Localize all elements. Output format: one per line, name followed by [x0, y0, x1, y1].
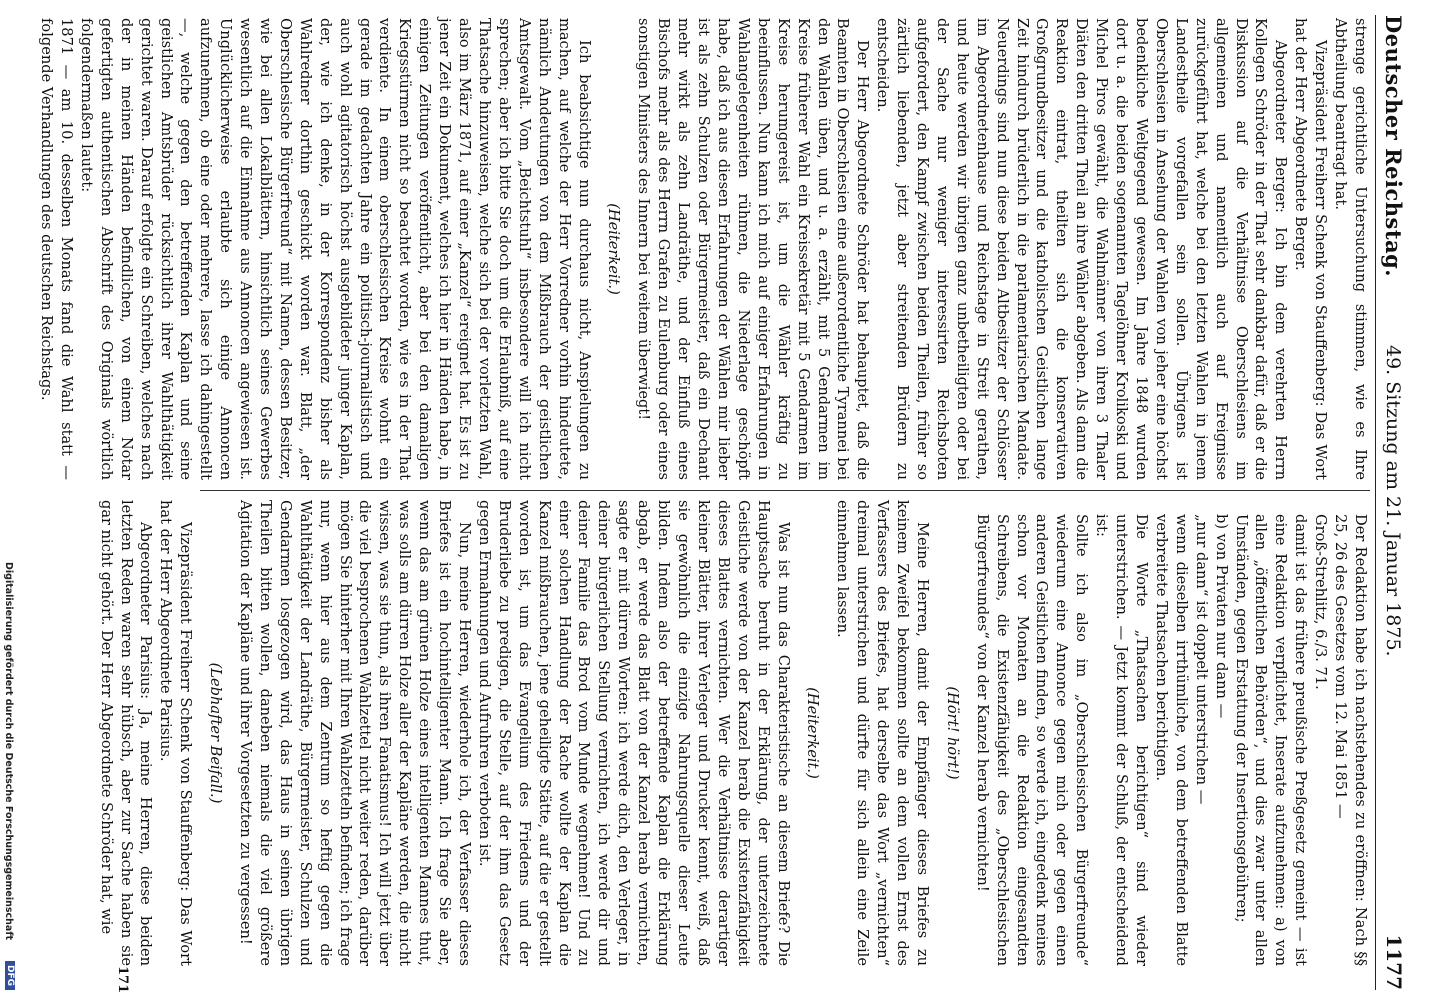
right-column-paragraph: Der Redaktion habe ich nachstehendes zu eröffnen: Nach §§ 25, 26 des Gesetzes vom 12. Mai 1851 —	[1332, 514, 1369, 966]
sheet-signature: 171	[115, 966, 130, 994]
dfg-logo: DFG	[5, 961, 15, 990]
right-column-paragraph: Abgeordneter Parisius: Ja, meine Herren, diese beiden letzten Reden waren sehr hübsch, aber zur Sache haben sie gar nicht gehört. Der Herr Abgeordnete Schröder hat, wie	[97, 500, 155, 966]
page-number: 1177	[1382, 934, 1406, 990]
left-column-paragraph: Vizepräsident Freiherr Schenk von Stauffenberg: Das Wort hat der Herr Abgeordnete Berger.	[1292, 18, 1330, 480]
right-column-paragraph: Nun, meine Herren, wiederhole ich, der Verfasser dieses Briefes ist ein hochintelligenter Mann. Ich frage Sie aber, wenn das am grünen Holze eines intelligenten Mannes thut, was solls am dürren Holze aller der Kapläne werden, die nicht wissen, was sie thun, als ihren Fanatismus! Ich will jetzt über die viel besprochenen Wahlzettel nicht weiter reden, darüber mögen Sie hinterher mit Ihren Wahlzetteln befinden; ich frage nur, wenn hier aus dem Zentrum so heftig gegen die Wahlthätigkeit der Landräthe, Bürgermeister, Schulzen und Gendarmen losgezogen wird, das Haus in seinen übrigen Theilen bitten wollen, daneben niemals die viel größere Agitation der Kapläne und ihrer Vorgesetzten zu vergessen!	[237, 500, 474, 966]
right-column-paragraph: Meine Herren, damit der Empfänger dieses Briefes zu keinem Zweifel bekommen sollte an dem vollen Ernst des Verfassers des Briefes, hat derselbe das Wort „vernichten“ dreimal unterstrichen und dürfte für sich allein eine Zeile einnehmen lassen.	[834, 500, 931, 966]
right-column-paragraph: (Hört! hört!)	[943, 686, 961, 780]
page-header	[1375, 15, 1410, 990]
right-column-paragraph: Sollte ich also im „Oberschlesischen Bürgerfreunde“ wiederum eine Annonce gegen mich oder gegen einen anderen Geistlichen finden, so werde ich, eingedenk meines schon vor Monaten an die Redaktion eingesandten Schreibens, die Existenzfähigkeit des „Oberschlesischen Bürgerfreundes“ von der Kanzel herab vernichten!	[973, 514, 1091, 966]
page-header-session: 49. Sitzung am 21. Januar 1875.	[1382, 345, 1404, 657]
left-column-paragraph: (Heiterkeit.)	[605, 203, 623, 295]
column-divider	[200, 490, 1370, 491]
left-text-column	[36, 18, 1370, 480]
right-column-paragraph: damit ist das frühere preußische Preßgesetz gemeint — ist eine Redaktion verpflichtet, Inserate aufzunehmen: a) von allen „öffentlichen Behörden“, und dies zwar unter allen Umständen, gegen Erstattung der Insertionsgebühren;	[1232, 514, 1310, 966]
digitization-credit: Digitalisierung gefördert durch die Deutsche Forschungsgemeinschaft	[3, 562, 14, 940]
left-column-paragraph: 1871 — am 10. desselben Monats fand die Wahl statt — folgende Verhandlungen des deutschen Reichstags.	[38, 18, 75, 480]
page-header-title: Deutscher Reichstag.	[1381, 15, 1406, 278]
right-column-paragraph: (Lebhafter Beifall.)	[207, 662, 225, 804]
right-column-paragraph: Die Worte „Thatsachen berichtigen“ sind wieder unterstrichen. — Jetzt kommt der Schluß, der entscheidend ist:	[1093, 514, 1151, 966]
right-column-paragraph: Groß-Strehlitz, 6./3. 71.	[1312, 514, 1330, 690]
left-column-paragraph: Ich beabsichtige nun durchaus nicht, Anspielungen zu machen, auf welche der Herr Vorredner vorhin hindeutete, nämlich Andeutungen von dem Mißbrauch der geistlichen Amtsgewalt. Vom „Beichtstuhl“ insbesondere will ich nicht sprechen; aber ich bitte Sie doch um die Erlaubniß, auf eine Thatsache hinzuweisen, welche sich bei der vorletzten Wahl, also im März 1871, auf einer „Kanzel“ ereignet hat. Es ist zu jener Zeit ein Dokument, welches ich hier in Händen habe, in einigen Zeitungen veröffentlicht, aber bei den damaligen Kriegsstürmen nicht so beachtet worden, wie es in der That verdiente. In einem oberschlesischen Kreise wohnt ein gerade im gedachten Jahre ein politisch-journalistisch und auch wohl agitatorisch höchst ausgebildeter junger Kaplan, der, wie ich denke, in der Korrespondenz bisher als Wahlredner dorthin geschickt worden war. Blatt, „der Oberschlesische Bürgerfreund“ mit Namen, dessen Besitzer, wie bei allen Lokalblättern, hinsichtlich seines Gewerbes wesentlich auf die Einnahme aus Annoncen angewiesen ist. Unglücklicherweise erlaubte sich einige Annoncen aufzunehmen, ob eine oder mehrere, lasse ich dahingestellt —, welche gegen den betreffenden Kaplan und seine geistlichen Amtsbrüder rücksichtlich ihrer Wahlthätigkeit gerichtet waren. Darauf erfolgte ein Schreiben, welches nach der in meinen Händen befindlichen, von einem Notar gefertigten authentischen Abschrift des Originals wörtlich folgendermaßen lautet:	[77, 18, 593, 480]
left-column-paragraph: Der Herr Abgeordnete Schröder hat behauptet, daß die Beamten in Oberschlesien eine außerordentliche Tyrannei bei den Wahlen üben, und u. a. erzählt, mit 5 Gendarmen im Kreise früherer Wahl ein Kreissekretär mit 5 Gendarmen im Kreise herumgereist ist, um die Wähler kräftig zu beeinflussen. Nun kann ich mich auf einiger Erfahrungen in Wahlangelegenheiten rühmen, die Niederlage geschöpft habe, daß ich aus diesen Erfahrungen der Wählen mir lieber ist als zehn Schulzen oder Bürgermeister, daß ein Dechant mehr wirkt als zehn Landräthe, und der Einfluß eines Bischofs mehr als des Herrn Grafen zu Eulenburg oder eines sonstigen Ministers des Innern bei weitem überwiegt!	[635, 18, 872, 480]
right-column-paragraph: Was ist nun das Charakteristische an diesem Briefe? Die Hauptsache beruht in der Erklärung, der unterzeichnete Geistliche werde von der Kanzel herab die Existenzfähigkeit dieses Blattes vernichten. Wer die Verhältnisse derartiger kleiner Blätter, ihrer Verleger und Drucker kennt, weiß, daß sie gewöhnlich die einzige Nahrungsquelle dieser Leute bilden. Indem also der betreffende Kaplan die Erklärung abgab, er werde das Blatt von der Kanzel herab vernichten, sagte er mit dürren Worten: ich werde dich, den Verleger, in deiner bürgerlichen Stellung vernichten, ich werde dir und deiner Familie das Brod vom Munde wegnehmen! Und zu einer solchen Handlung der Rache wollte der Kaplan die Kanzel mißbrauchen, jene geheiligte Stätte, auf die er gestellt worden ist, um das Evangelium des Friedens und der Bruderliebe zu predigen, die Stelle, auf der ihm das Gesetz gegen Ermahnungen und Aufruhren verboten ist.	[475, 500, 792, 966]
right-text-column	[96, 500, 1370, 966]
right-column-paragraph: wenn dieselben irrthümliche, von dem betreffenden Blatte verbreitete Thatsachen berichtigen.	[1152, 514, 1190, 966]
right-column-paragraph: Vizepräsident Freiherr Schenk von Stauffenberg: Das Wort hat der Herr Abgeordnete Parisius.	[157, 500, 195, 966]
left-column-paragraph: Abgeordneter Berger: Ich bin dem verehrten Herrn Kollegen Schröder in der That sehr dankbar dafür, daß er die Diskussion auf die Verhältnisse Oberschlesiens im allgemeinen und namentlich auch auf Ereignisse zurückgeführt hat, welche bei den letzten Wahlen in jenem Landestheile vorgefallen sein sollen. Übrigens ist Oberschlesien in Ansehung der Wahlen von jeher eine höchst bedenkliche Weltgegend gewesen. Im Jahre 1848 wurden dort u. a. die beiden sogenannten Tagelöhner Krolikoski und Michel Piros gewählt, die Wahlmänner von ihren 3 Thaler Diäten den dritten Theil an ihre Wähler abgeben. Als dann die Reaktion eintrat, theilten sich die konservativen Großgrundbesitzer und die katholischen Geistlichen lange Zeit hindurch brüderlich in die parlamentarischen Mandate. Neuerdings sind nun diese beiden Altbesitzer der Schlösser im Abgeordnetenhause und Reichstage in Streit gerathen, und heute werden wir übrigen ganz unbetheiligten oder bei der Sache nur weniger interessirten Reichsboten aufgefordert, den Kampf zwischen beiden Theilen, früher so zärtlich liebenden, jetzt aber streitenden Brüdern zu entscheiden.	[874, 18, 1290, 480]
left-column-paragraph: strenge gerichtliche Untersuchung stimmen, wie es Ihre Abtheilung beantragt hat.	[1332, 18, 1369, 480]
right-column-paragraph: (Heiterkeit.)	[804, 687, 822, 779]
right-column-paragraph: „nur dann“ ist doppelt unterstrichen —	[1192, 514, 1210, 805]
digitization-footer	[0, 0, 14, 1000]
right-column-paragraph: b) von Privaten nur dann —	[1212, 514, 1230, 719]
